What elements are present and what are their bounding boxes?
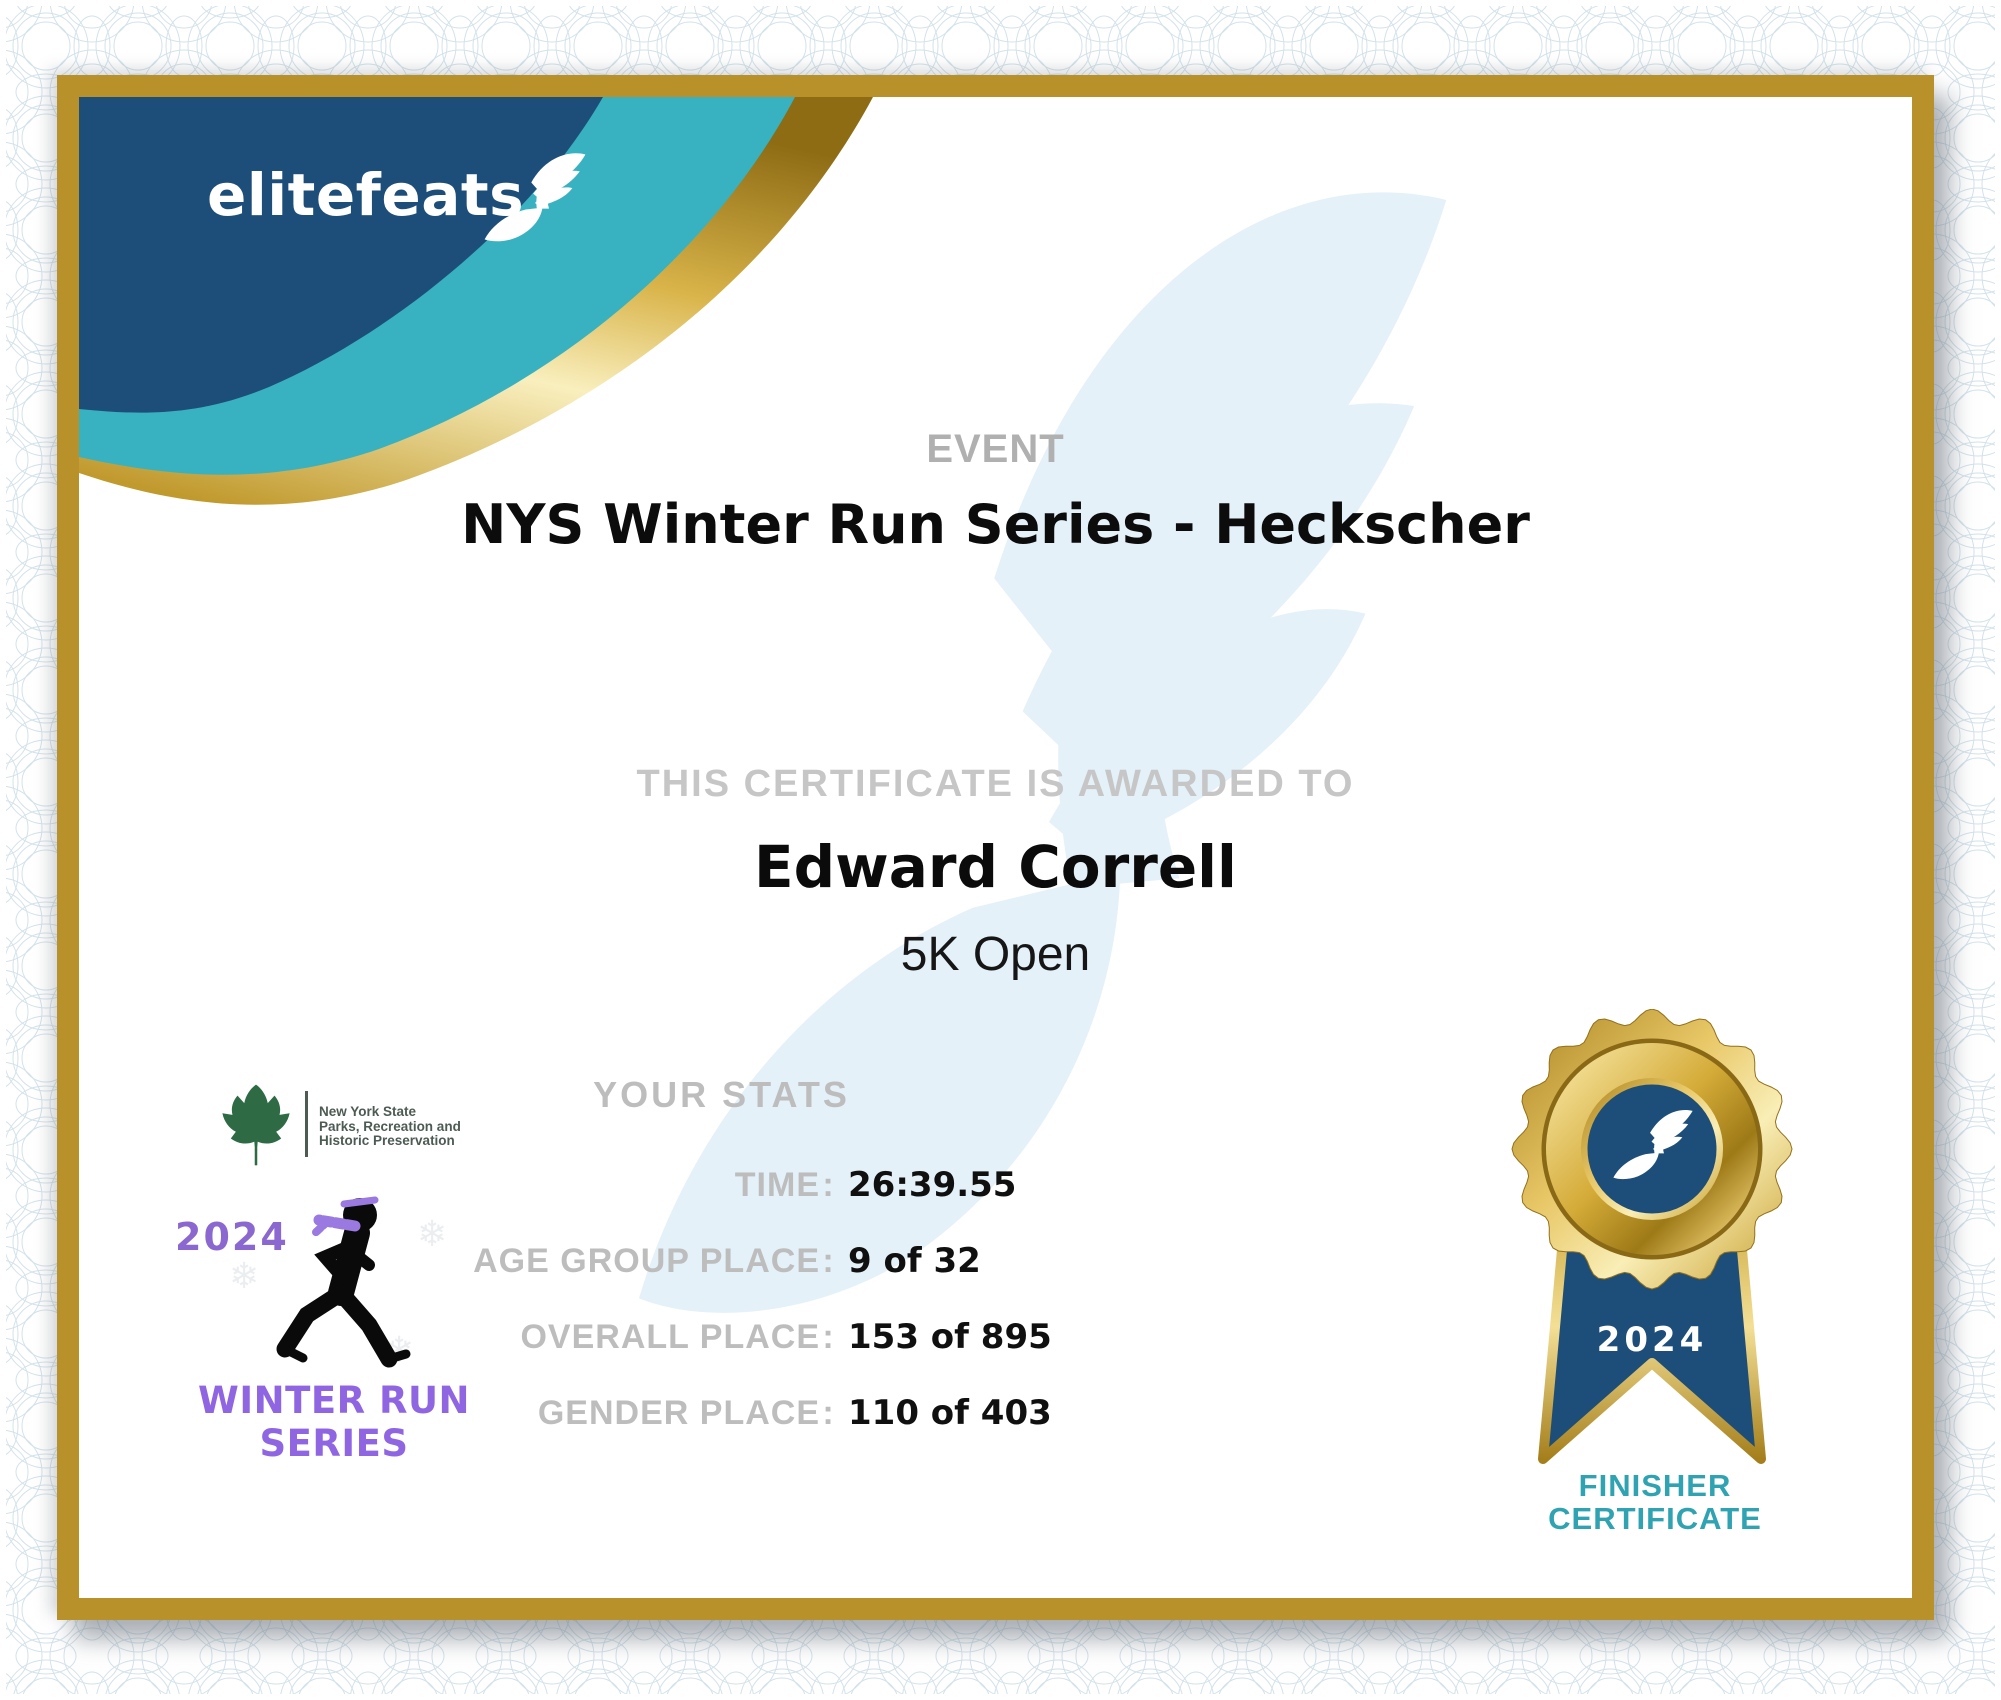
snowflake-icon: ❄ (384, 1329, 415, 1370)
stat-separator: : (822, 1242, 834, 1280)
finisher-caption-line: CERTIFICATE (1548, 1501, 1762, 1536)
certificate-frame (57, 75, 1934, 1620)
nys-line: Parks, Recreation and (319, 1118, 461, 1134)
logo-divider (305, 1091, 308, 1157)
event-label: EVENT (926, 427, 1065, 471)
elitefeats-logo (207, 161, 524, 229)
event-title: NYS Winter Run Series - Heckscher (461, 493, 1530, 556)
nys-line: New York State (319, 1104, 417, 1119)
maple-leaf-icon (213, 1083, 299, 1167)
series-year: 2024 (175, 1215, 289, 1259)
snowflake-icon: ❄ (229, 1255, 260, 1296)
stat-value: 153 of 895 (848, 1317, 1052, 1357)
stat-label: TIME (734, 1166, 820, 1204)
nys-line: Historic Preservation (319, 1133, 455, 1148)
recipient-name: Edward Correll (754, 833, 1237, 901)
stat-separator: : (822, 1394, 834, 1432)
stat-label: AGE GROUP PLACE (473, 1242, 820, 1280)
finisher-caption-line: FINISHER (1578, 1468, 1732, 1503)
snowflake-icon: ❄ (417, 1213, 448, 1254)
division-label: 5K Open (900, 928, 1091, 981)
award-label: THIS CERTIFICATE IS AWARDED TO (636, 763, 1355, 805)
stat-separator: : (822, 1166, 834, 1204)
stat-value: 110 of 403 (848, 1393, 1052, 1433)
runner-icon (267, 1191, 413, 1381)
stat-value: 26:39.55 (848, 1165, 1017, 1205)
stat-value: 9 of 32 (848, 1241, 981, 1281)
nys-parks-text (319, 1105, 509, 1149)
stat-label: OVERALL PLACE (520, 1318, 820, 1356)
stat-separator: : (822, 1318, 834, 1356)
stat-label: GENDER PLACE (537, 1394, 820, 1432)
finisher-medal (1505, 1009, 1805, 1489)
elitefeats-logo-text: elitefeats (207, 161, 525, 229)
series-name: WINTER RUN SERIES (198, 1379, 470, 1465)
finisher-caption (1485, 1469, 1825, 1535)
medal-year: 2024 (1596, 1320, 1708, 1360)
winged-foot-icon (479, 147, 591, 259)
stats-title: YOUR STATS (593, 1074, 850, 1115)
